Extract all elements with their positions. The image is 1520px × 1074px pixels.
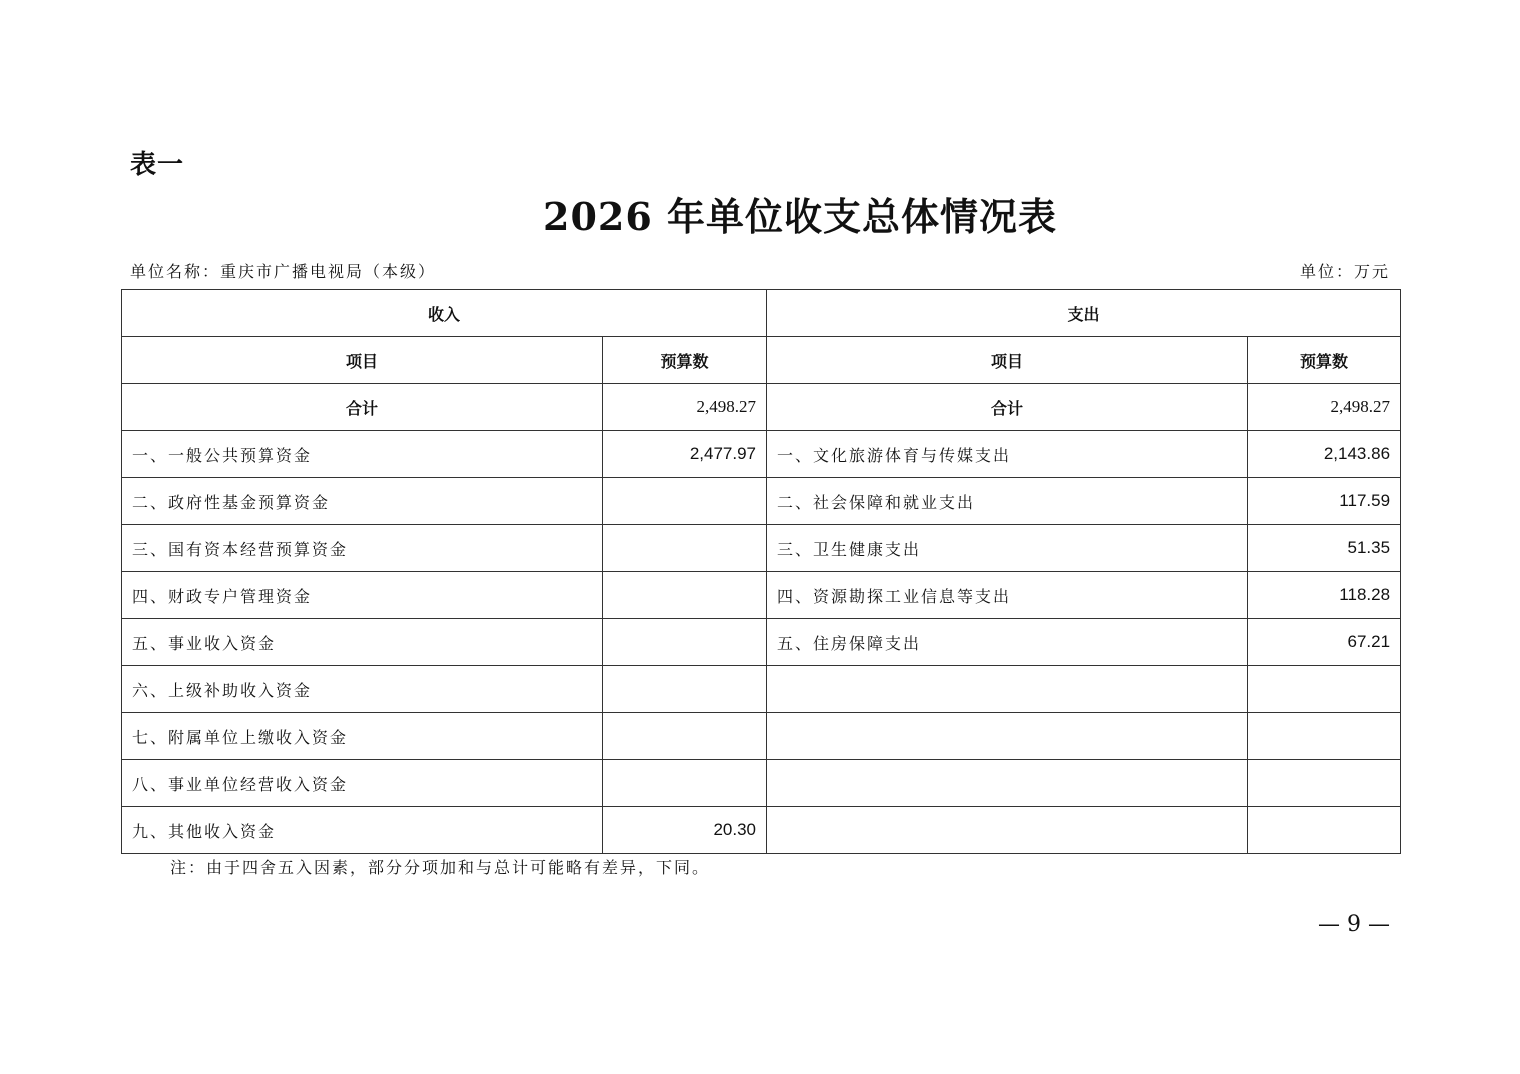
expense-header: 支出 bbox=[767, 290, 1401, 337]
expense-item-cell: 四、资源勘探工业信息等支出 bbox=[767, 572, 1248, 619]
page-title: 2026 年单位收支总体情况表 bbox=[543, 194, 1057, 239]
income-total-value: 2,498.27 bbox=[603, 384, 767, 431]
expense-item-cell bbox=[767, 807, 1248, 854]
expense-item-cell bbox=[767, 713, 1248, 760]
table-label: 表一 bbox=[130, 150, 185, 180]
table-row bbox=[122, 807, 1401, 854]
table-row bbox=[122, 713, 1401, 760]
income-item-cell: 二、政府性基金预算资金 bbox=[122, 478, 603, 525]
income-value-cell bbox=[603, 478, 767, 525]
expense-value-cell bbox=[1248, 713, 1401, 760]
expense-value-cell: 67.21 bbox=[1248, 619, 1401, 666]
table-row bbox=[122, 478, 1401, 525]
expense-item-header: 项目 bbox=[767, 337, 1248, 384]
unit-name: 单位名称：重庆市广播电视局（本级） bbox=[130, 262, 437, 281]
footnote: 注：由于四舍五入因素，部分分项加和与总计可能略有差异，下同。 bbox=[170, 858, 711, 877]
expense-item-cell bbox=[767, 666, 1248, 713]
expense-value-cell: 51.35 bbox=[1248, 525, 1401, 572]
column-header-row bbox=[122, 337, 1401, 384]
expense-item-cell: 二、社会保障和就业支出 bbox=[767, 478, 1248, 525]
expense-value-cell: 118.28 bbox=[1248, 572, 1401, 619]
income-value-cell bbox=[603, 713, 767, 760]
table-row bbox=[122, 572, 1401, 619]
meta-row bbox=[130, 259, 1390, 282]
table-row bbox=[122, 666, 1401, 713]
income-item-cell: 三、国有资本经营预算资金 bbox=[122, 525, 603, 572]
total-row bbox=[122, 384, 1401, 431]
expense-value-cell bbox=[1248, 666, 1401, 713]
income-total-label: 合计 bbox=[122, 384, 603, 431]
table-row bbox=[122, 431, 1401, 478]
income-item-cell: 五、事业收入资金 bbox=[122, 619, 603, 666]
income-item-cell: 七、附属单位上缴收入资金 bbox=[122, 713, 603, 760]
income-item-cell: 六、上级补助收入资金 bbox=[122, 666, 603, 713]
income-budget-header: 预算数 bbox=[603, 337, 767, 384]
table-row bbox=[122, 760, 1401, 807]
expense-item-cell bbox=[767, 760, 1248, 807]
expense-total-value: 2,498.27 bbox=[1248, 384, 1401, 431]
expense-value-cell bbox=[1248, 807, 1401, 854]
budget-table bbox=[121, 289, 1401, 854]
expense-item-cell: 三、卫生健康支出 bbox=[767, 525, 1248, 572]
expense-item-cell: 五、住房保障支出 bbox=[767, 619, 1248, 666]
table-row bbox=[122, 525, 1401, 572]
expense-value-cell: 2,143.86 bbox=[1248, 431, 1401, 478]
income-item-cell: 一、一般公共预算资金 bbox=[122, 431, 603, 478]
expense-value-cell bbox=[1248, 760, 1401, 807]
income-header: 收入 bbox=[122, 290, 767, 337]
income-value-cell bbox=[603, 760, 767, 807]
expense-value-cell: 117.59 bbox=[1248, 478, 1401, 525]
income-item-cell: 四、财政专户管理资金 bbox=[122, 572, 603, 619]
expense-budget-header: 预算数 bbox=[1248, 337, 1401, 384]
section-header-row bbox=[122, 290, 1401, 337]
income-value-cell bbox=[603, 525, 767, 572]
unit-label: 单位：万元 bbox=[1299, 262, 1390, 281]
income-item-cell: 九、其他收入资金 bbox=[122, 807, 603, 854]
table-row bbox=[122, 619, 1401, 666]
income-item-cell: 八、事业单位经营收入资金 bbox=[122, 760, 603, 807]
expense-total-label: 合计 bbox=[767, 384, 1248, 431]
income-value-cell: 20.30 bbox=[603, 807, 767, 854]
income-value-cell bbox=[603, 666, 767, 713]
expense-item-cell: 一、文化旅游体育与传媒支出 bbox=[767, 431, 1248, 478]
income-value-cell: 2,477.97 bbox=[603, 431, 767, 478]
income-item-header: 项目 bbox=[122, 337, 603, 384]
income-value-cell bbox=[603, 572, 767, 619]
page-number: — 9 — bbox=[1318, 912, 1390, 937]
income-value-cell bbox=[603, 619, 767, 666]
